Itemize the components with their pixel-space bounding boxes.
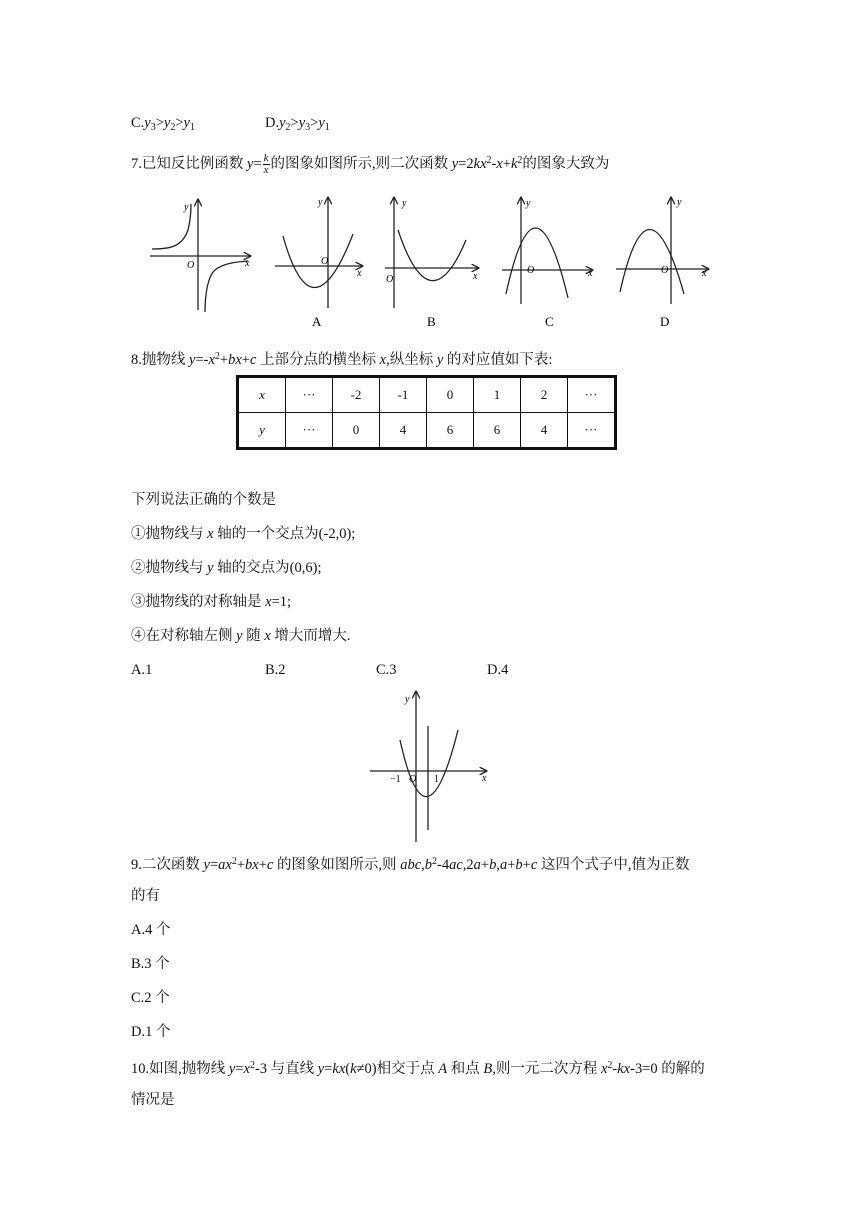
svg-text:O: O xyxy=(661,265,669,276)
q7-option-d-graph xyxy=(616,198,708,304)
q7-graphs xyxy=(140,190,730,330)
q8-statement-2: ②抛物线与 y 轴的交点为(0,6); xyxy=(131,560,322,576)
q9-question-line2: 的有 xyxy=(131,888,160,904)
table-cell: -2 xyxy=(333,377,380,413)
table-cell: 6 xyxy=(427,413,474,449)
table-cell: 0 xyxy=(427,377,474,413)
q7-question: 7.已知反比例函数 y= $\frac{k}{x}$ 的图象如图所示,则二次函数 $y=2kx^2-x+k^2$的图象大致为 xyxy=(131,152,610,177)
q10-question: 10.如图,抛物线 $y=x^2-3$ 与直线 y=kx(k≠0)相交于点 A 和点 B,则一元二次方程 $x^2-kx-3=0$ 的解的 xyxy=(131,1060,705,1077)
q8-question: 8.抛物线 $y=-x^2+bx+c$ 上部分点的横坐标 x,纵坐标 y 的对应值如下表: xyxy=(131,351,553,368)
q8-value-table xyxy=(236,375,617,450)
svg-text:O: O xyxy=(321,256,329,267)
svg-text:x: x xyxy=(702,268,707,279)
q9-option-c: C.2 个 xyxy=(131,990,170,1006)
table-cell: x xyxy=(238,377,286,413)
q8-option-b: B.2 xyxy=(265,662,286,678)
svg-text:O: O xyxy=(409,774,417,785)
table-cell: 2 xyxy=(521,377,568,413)
svg-text:x: x xyxy=(245,258,250,269)
svg-text:y: y xyxy=(318,197,323,208)
q7-option-a-graph xyxy=(275,198,362,308)
table-cell: 0 xyxy=(333,413,380,449)
q7-label-a: A xyxy=(312,314,322,329)
q6-option-d: $D.y_2>y_3>y_1$ xyxy=(265,115,330,133)
q9-option-b: B.3 个 xyxy=(131,956,170,972)
svg-text:−1: −1 xyxy=(390,774,401,785)
q9-option-d: D.1 个 xyxy=(131,1024,171,1040)
svg-text:O: O xyxy=(386,274,394,285)
q6-options xyxy=(131,113,330,138)
table-cell: ··· xyxy=(286,377,333,413)
q8-option-a: A.1 xyxy=(131,662,153,678)
q9-question: 9.二次函数 $y=ax^2+bx+c$ 的图象如图所示,则 $abc,b^2-4ac,2a+b,a+b+c$ 这四个式子中,值为正数 xyxy=(131,856,690,873)
table-cell: 6 xyxy=(474,413,521,449)
table-cell: ··· xyxy=(286,413,333,449)
table-cell: 1 xyxy=(474,377,521,413)
svg-text:y: y xyxy=(405,694,410,705)
table-cell: 4 xyxy=(521,413,568,449)
svg-text:1: 1 xyxy=(434,774,439,785)
q7-reference-graph xyxy=(150,200,250,312)
svg-text:x: x xyxy=(588,268,593,279)
q8-subquestion: 下列说法正确的个数是 xyxy=(131,492,276,508)
q7-label-d: D xyxy=(660,314,670,329)
svg-text:O: O xyxy=(187,260,195,271)
table-cell: ··· xyxy=(568,413,616,449)
q7-label-c: C xyxy=(545,314,554,329)
svg-text:y: y xyxy=(184,202,189,213)
q7-option-c-graph xyxy=(502,198,592,304)
q8-statement-1: ①抛物线与 x 轴的一个交点为(-2,0); xyxy=(131,526,356,542)
table-row xyxy=(238,413,616,449)
table-row xyxy=(238,377,616,413)
table-cell: ··· xyxy=(568,377,616,413)
q8-statement-4: ④在对称轴左侧 y 随 x 增大而增大. xyxy=(131,628,351,644)
q9-option-a: A.4 个 xyxy=(131,922,171,938)
svg-text:x: x xyxy=(473,271,478,282)
q10-question-line2: 情况是 xyxy=(131,1092,175,1108)
svg-text:x: x xyxy=(482,773,487,784)
q6-option-c: $C.y_3>y_2>y_1$ xyxy=(131,115,195,133)
q8-option-c: C.3 xyxy=(376,662,397,678)
q8-option-d: D.4 xyxy=(487,662,509,678)
svg-text:x: x xyxy=(357,268,362,279)
table-cell: 4 xyxy=(380,413,427,449)
table-cell: y xyxy=(238,413,286,449)
q9-graph xyxy=(366,688,496,844)
svg-text:O: O xyxy=(527,265,535,276)
q7-label-b: B xyxy=(427,314,436,329)
svg-text:y: y xyxy=(402,198,407,209)
q7-option-b-graph xyxy=(385,198,478,308)
svg-text:y: y xyxy=(526,198,531,209)
q8-statement-3: ③抛物线的对称轴是 x=1; xyxy=(131,594,292,610)
svg-text:y: y xyxy=(677,197,682,208)
table-cell: -1 xyxy=(380,377,427,413)
